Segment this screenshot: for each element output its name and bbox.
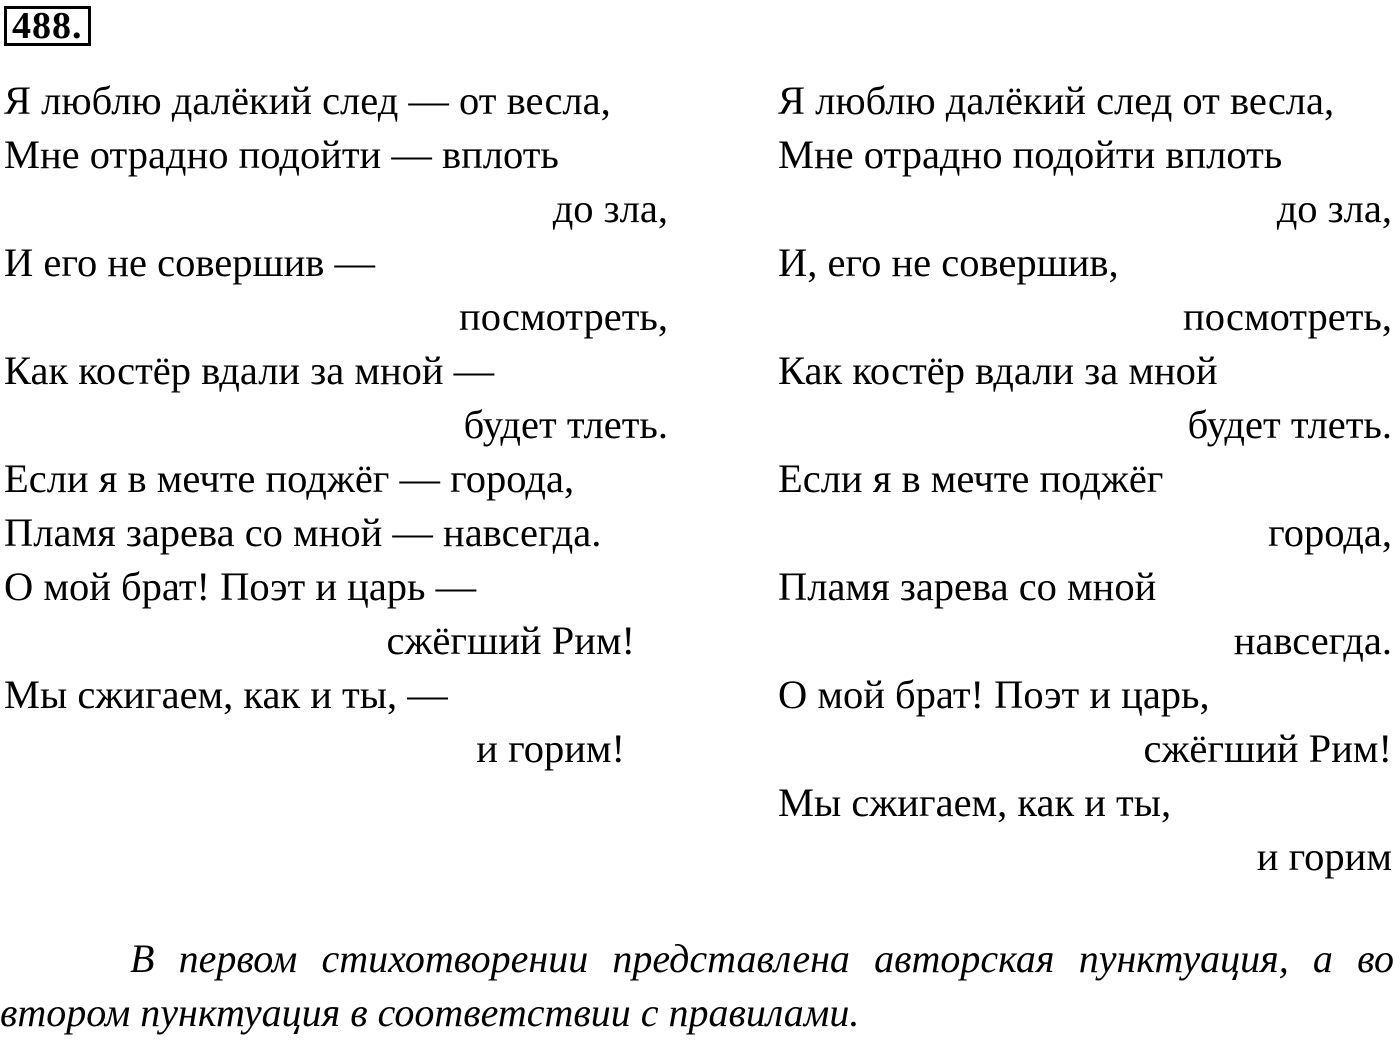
poem-line: Мы сжигаем, как и ты, (778, 780, 1172, 825)
poem-line: будет тлеть. (463, 402, 668, 447)
poem-line: Я люблю далёкий след — от весла, (4, 78, 611, 123)
poem-line: до зла, (1276, 186, 1392, 231)
poem-line: сжёгший Рим! (1143, 726, 1392, 771)
exercise-number: 488. (4, 6, 91, 46)
poem-line: города, (1268, 510, 1392, 555)
poem-standard-punctuation (778, 74, 1392, 884)
poem-line: посмотреть, (459, 294, 668, 339)
poem-line: и горим (1256, 834, 1392, 879)
poem-line: Если я в мечте поджёг — города, (4, 456, 575, 501)
poem-line: навсегда. (1233, 618, 1392, 663)
poem-line: И, его не совершив, (778, 240, 1119, 285)
poem-line: О мой брат! Поэт и царь — (4, 564, 477, 609)
poem-line: до зла, (552, 186, 668, 231)
poem-line: Мне отрадно подойти — вплоть (4, 132, 559, 177)
poem-line: Мы сжигаем, как и ты, — (4, 672, 448, 717)
conclusion-text: В первом стихотворении представлена авторская пунктуация, а во втором пунктуация в соответствии с правилами. (0, 936, 1394, 1035)
poem-authorial-punctuation (4, 74, 668, 776)
poem-line: Как костёр вдали за мной (778, 348, 1218, 393)
poem-line: О мой брат! Поэт и царь, (778, 672, 1210, 717)
poem-line: Мне отрадно подойти вплоть (778, 132, 1283, 177)
poem-line: И его не совершив — (4, 240, 376, 285)
poem-line: посмотреть, (1183, 294, 1392, 339)
poem-line: будет тлеть. (1187, 402, 1392, 447)
poem-line: Пламя зарева со мной (778, 564, 1157, 609)
poem-line: Если я в мечте поджёг (778, 456, 1164, 501)
poem-line: сжёгший Рим! (386, 618, 635, 663)
poem-line: и горим! (476, 726, 625, 771)
poem-line: Как костёр вдали за мной — (4, 348, 495, 393)
poem-line: Я люблю далёкий след от весла, (778, 78, 1335, 123)
poem-line: Пламя зарева со мной — навсегда. (4, 510, 602, 555)
